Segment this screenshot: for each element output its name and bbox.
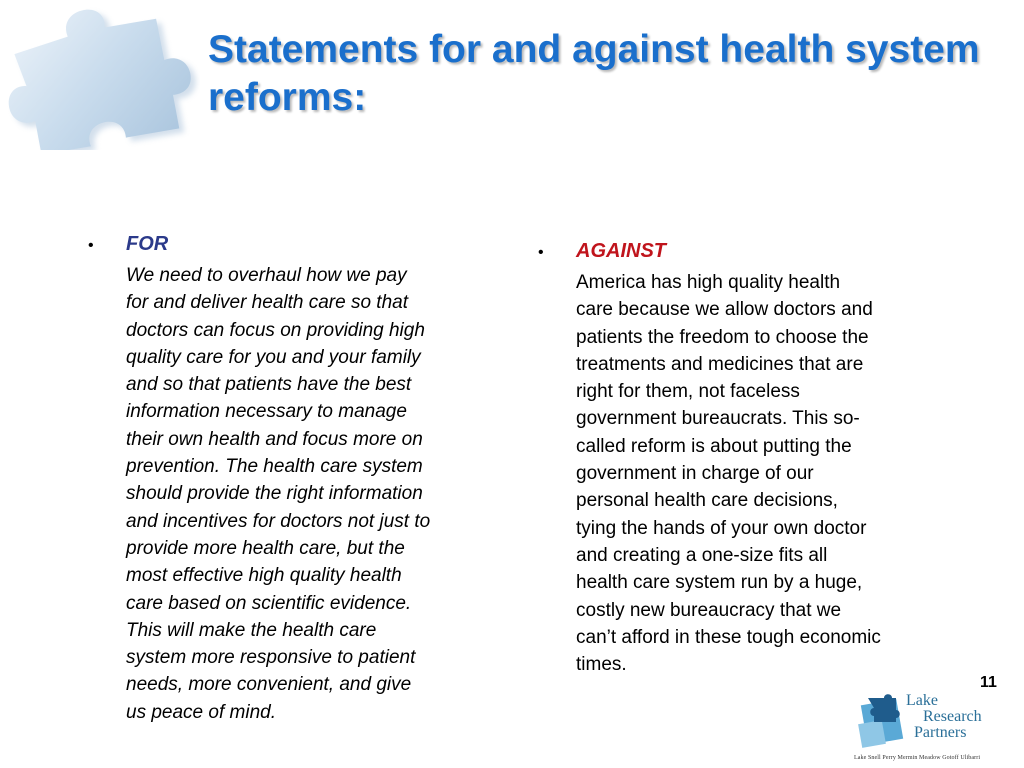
for-bullet: • [88,237,94,254]
for-statement: We need to overhaul how we pay for and deliver health care so that doctors can focus on providing high quality care for you and your family and so that patients have the best information necessary to manage their own health and focus more on prevention. The health care system should provide the right information and incentives for doctors not just to provide more health care, but the most effective high quality health care based on scientific evidence. This will make the health care system more responsive to patient needs, more convenient, and give us peace of mind. [126,265,431,723]
puzzle-logo-icon [854,692,904,750]
puzzle-piece-icon [0,0,200,150]
for-column [88,232,508,726]
against-statement: America has high quality health care because we allow doctors and patients the freedom to choose the treatments and medicines that are right for them, not faceless government bureaucrats. This so- called reform is about putting the government in charge of our personal health care decisions, tying the hands of your own doctor and creating a one-size fits all health care system run by a huge, costly new bureaucracy that we can’t afford in these tough economic times. [576,272,881,676]
logo-line-lake: Lake [906,692,938,709]
against-heading: AGAINST [576,240,666,262]
for-bullet-row [88,232,508,256]
for-heading: FOR [126,233,169,255]
lake-research-partners-logo [854,692,1014,764]
against-bullet-row [538,239,958,263]
logo-wordmark [906,693,982,741]
slide-title: Statements for and against health system reforms: [208,28,980,119]
against-bullet: • [538,244,544,261]
logo-line-partners: Partners [914,724,967,741]
logo-line-research: Research [923,708,982,725]
page-number: 11 [980,674,997,691]
logo-partner-names: Lake Snell Perry Mermin Meadow Gotoff Ulibarri [854,755,981,761]
against-column [538,239,958,678]
